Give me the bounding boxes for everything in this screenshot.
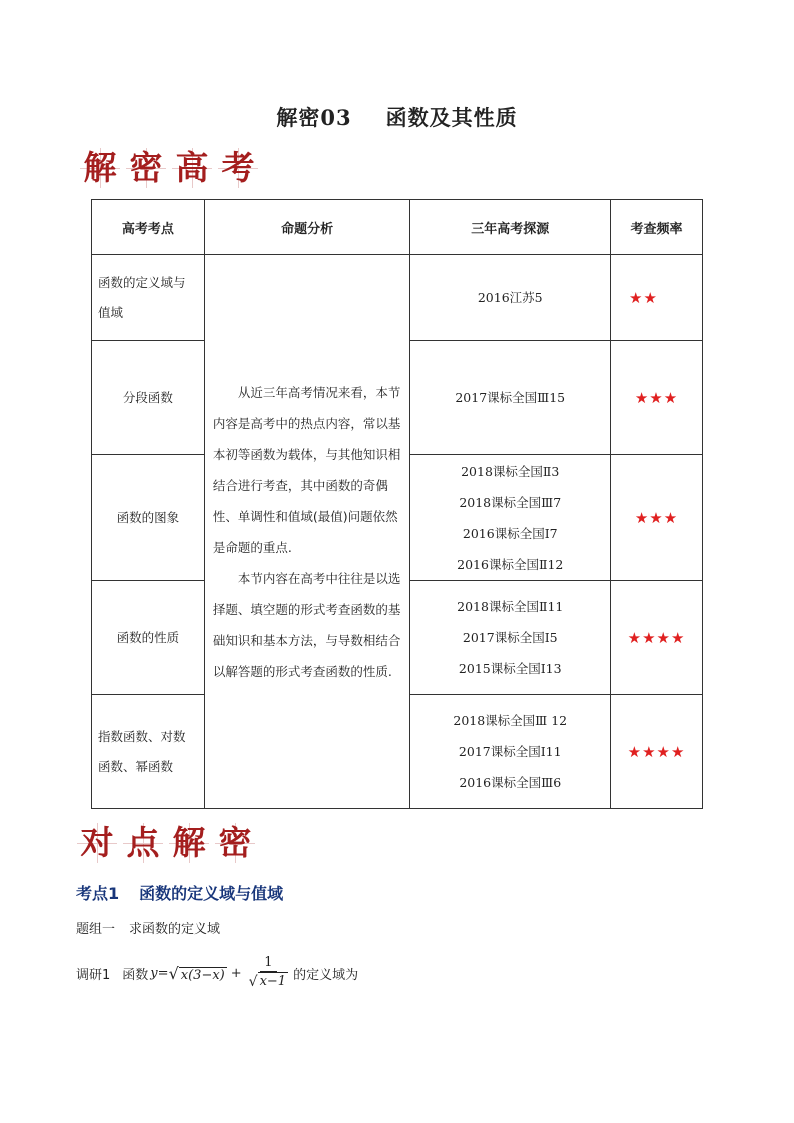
kaodian-title: 函数的定义域与值域 bbox=[139, 884, 284, 903]
point-cell: 函数的定义域与值域 bbox=[92, 255, 205, 341]
source-line: 2018课标全国Ⅲ 12 bbox=[453, 713, 568, 728]
banner-duidian-jiemi bbox=[77, 823, 255, 863]
star-rating: ★★★★ bbox=[627, 742, 686, 761]
banner-char: 密 bbox=[215, 823, 255, 863]
star-rating: ★★★ bbox=[634, 508, 679, 527]
banner-jiemi-gaokao bbox=[80, 148, 258, 188]
banner-char: 密 bbox=[126, 148, 166, 188]
formula-radicand: x(3−x) bbox=[180, 967, 225, 983]
source-cell bbox=[410, 695, 611, 809]
kaodian-label: 考点1 bbox=[76, 884, 120, 903]
source-line: 2018课标全国Ⅲ7 bbox=[459, 494, 562, 510]
analysis-cell bbox=[204, 255, 410, 809]
frequency-cell bbox=[611, 341, 703, 455]
fraction-radicand: x−1 bbox=[259, 974, 287, 989]
group-label: 题组一 bbox=[76, 922, 116, 937]
frequency-cell bbox=[611, 455, 703, 581]
research-prefix: 函数 bbox=[122, 967, 149, 983]
star-rating: ★★★★ bbox=[627, 628, 686, 647]
source-line: 2016江苏5 bbox=[477, 290, 543, 305]
formula-fraction bbox=[249, 955, 288, 991]
point-cell: 函数的图象 bbox=[92, 455, 205, 581]
star-rating: ★★ bbox=[629, 288, 658, 307]
table-header-row bbox=[92, 200, 703, 255]
point-cell: 指数函数、对数函数、幂函数 bbox=[92, 695, 205, 809]
banner-char: 解 bbox=[80, 148, 120, 188]
source-cell bbox=[410, 341, 611, 455]
research-question bbox=[76, 955, 358, 991]
frequency-cell bbox=[611, 581, 703, 695]
header-analysis: 命题分析 bbox=[204, 200, 410, 255]
header-point: 高考考点 bbox=[92, 200, 205, 255]
frequency-cell bbox=[611, 695, 703, 809]
formula-plus: + bbox=[230, 965, 242, 981]
source-line: 2018课标全国Ⅱ11 bbox=[457, 599, 564, 614]
source-line: 2017课标全国Ⅲ15 bbox=[455, 390, 566, 405]
analysis-paragraph: 从近三年高考情况来看，本节内容是高考中的热点内容，常以基本初等函数为载体，与其他知识相结合进行考查，其中函数的奇偶性、单调性和值域(最值)问题依然是命题的重点. bbox=[212, 384, 401, 555]
page-title bbox=[0, 102, 794, 132]
group-heading bbox=[76, 918, 220, 937]
title-name: 函数及其性质 bbox=[385, 105, 518, 130]
header-frequency: 考查频率 bbox=[611, 200, 703, 255]
source-line: 2017课标全国Ⅰ11 bbox=[458, 744, 562, 759]
banner-char: 考 bbox=[218, 148, 258, 188]
source-line: 2015课标全国Ⅰ13 bbox=[458, 661, 562, 676]
source-line: 2016课标全国Ⅱ12 bbox=[457, 556, 564, 572]
banner-char: 解 bbox=[169, 823, 209, 863]
point-cell: 函数的性质 bbox=[92, 581, 205, 695]
source-cell bbox=[410, 455, 611, 581]
title-code: 解密03 bbox=[276, 105, 352, 130]
banner-char: 点 bbox=[123, 823, 163, 863]
table-row bbox=[92, 255, 703, 341]
formula-y: y bbox=[150, 965, 158, 981]
source-line: 2018课标全国Ⅱ3 bbox=[461, 463, 560, 479]
sqrt-symbol: √ x(3−x) bbox=[168, 963, 225, 983]
source-line: 2016课标全国Ⅲ6 bbox=[459, 775, 562, 790]
research-suffix: 的定义域为 bbox=[293, 967, 359, 983]
analysis-paragraph: 本节内容在高考中往往是以选择题、填空题的形式考查函数的基础知识和基本方法，与导数相结合以解答题的形式考查函数的性质. bbox=[212, 570, 401, 679]
formula-eq: = bbox=[157, 965, 169, 981]
source-line: 2017课标全国Ⅰ5 bbox=[462, 630, 558, 645]
banner-char: 高 bbox=[172, 148, 212, 188]
source-cell bbox=[410, 581, 611, 695]
point-cell: 分段函数 bbox=[92, 341, 205, 455]
fraction-numerator: 1 bbox=[260, 955, 276, 972]
header-source: 三年高考探源 bbox=[410, 200, 611, 255]
star-rating: ★★★ bbox=[634, 388, 679, 407]
kaodian-heading bbox=[76, 881, 283, 904]
sqrt-symbol: √ x−1 bbox=[248, 974, 287, 990]
source-line: 2016课标全国Ⅰ7 bbox=[462, 525, 558, 541]
research-label: 调研1 bbox=[76, 967, 111, 983]
function-formula bbox=[150, 955, 291, 991]
group-title: 求函数的定义域 bbox=[129, 922, 221, 937]
frequency-cell bbox=[611, 255, 703, 341]
banner-char: 对 bbox=[77, 823, 117, 863]
exam-analysis-table bbox=[91, 199, 703, 809]
source-cell bbox=[410, 255, 611, 341]
